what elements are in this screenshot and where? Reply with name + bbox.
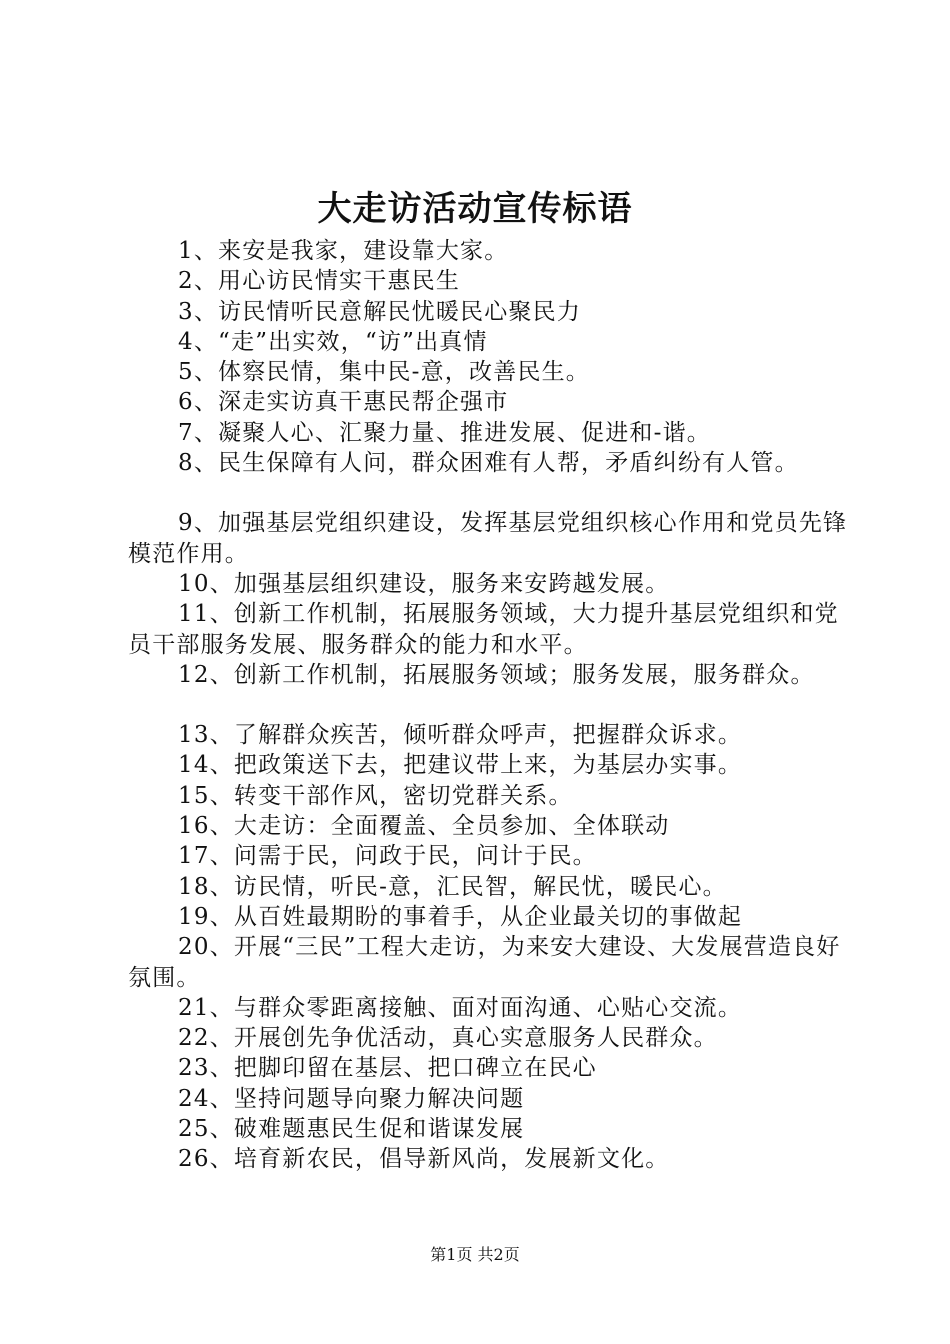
document-title: 大走访活动宣传标语 [317,189,633,229]
list-item: 25、破难题惠民生促和谐谋发展 [178,1116,525,1143]
list-item: 18、访民情，听民-意，汇民智，解民忧，暖民心。 [178,873,727,900]
list-item: 9、加强基层党组织建设，发挥基层党组织核心作用和党员先锋模范作用。 [128,510,848,567]
list-item: 20、开展“三民”工程大走访，为来安大建设、大发展营造良好氛围。 [128,934,841,991]
list-item: 1、来安是我家，建设靠大家。 [178,238,509,264]
page-number: 第1页 共2页 [430,1245,520,1264]
list-item: 22、开展创先争优活动，真心实意服务人民群众。 [178,1025,718,1052]
list-item: 16、大走访：全面覆盖、全员参加、全体联动 [178,813,670,840]
list-item: 13、了解群众疾苦，倾听群众呼声，把握群众诉求。 [178,722,743,749]
list-item: 10、加强基层组织建设，服务来安跨越发展。 [178,570,670,597]
list-item: 7、凝聚人心、汇聚力量、推进发展、促进和-谐。 [178,419,712,446]
list-item: 8、民生保障有人问，群众困难有人帮，矛盾纠纷有人管。 [178,450,799,477]
list-item: 12、创新工作机制，拓展服务领域；服务发展，服务群众。 [178,661,815,688]
list-item: 17、问需于民，问政于民，问计于民。 [178,843,597,870]
list-item: 19、从百姓最期盼的事着手，从企业最关切的事做起 [178,903,743,930]
list-item: 4、“走”出实效，“访”出真情 [178,328,488,355]
slogan-list [128,236,850,1175]
list-item: 21、与群众零距离接触、面对面沟通、心贴心交流。 [178,994,743,1021]
list-item: 3、访民情听民意解民忧暖民心聚民力 [178,298,582,325]
list-item: 14、把政策送下去，把建议带上来，为基层办实事。 [178,752,743,779]
list-item: 2、用心访民情实干惠民生 [178,268,461,295]
list-item: 23、把脚印留在基层、把口碑立在民心 [178,1055,597,1082]
list-item: 6、深走实访真干惠民帮企强市 [178,389,509,416]
list-item: 15、转变干部作风，密切党群关系。 [178,782,573,809]
list-item: 24、坚持问题导向聚力解决问题 [178,1085,525,1112]
list-item: 26、培育新农民，倡导新风尚，发展新文化。 [178,1146,670,1173]
list-item: 11、创新工作机制，拓展服务领域，大力提升基层党组织和党员干部服务发展、服务群众的能力和水平。 [128,601,839,658]
list-item: 5、体察民情，集中民-意，改善民生。 [178,359,591,386]
